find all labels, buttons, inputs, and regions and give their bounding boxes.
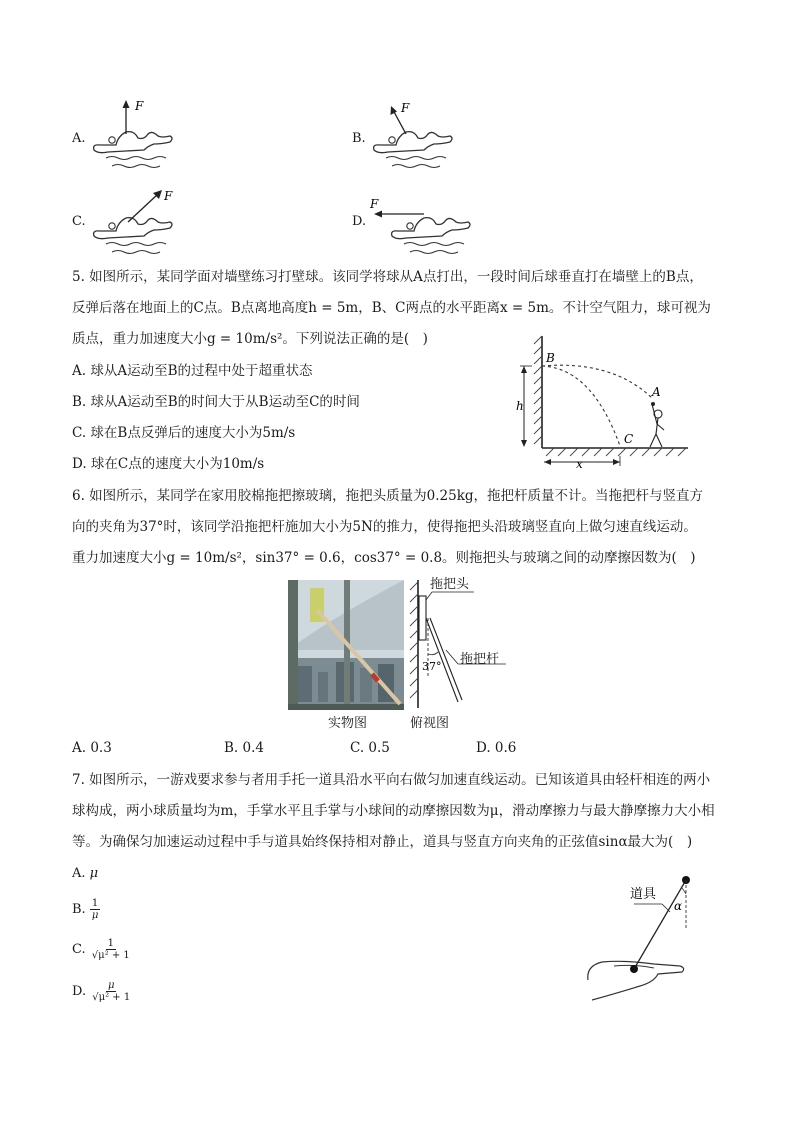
label-x: x [576,457,583,470]
option-letter: D. [352,214,367,229]
force-label: F [401,101,410,115]
option-letter: D. [72,984,87,999]
fraction-numerator: 1 [91,898,99,909]
mop-photo [288,580,404,710]
trajectory-a-to-b [542,365,652,398]
trajectory-b-to-c [542,366,620,446]
label-prop: 道具 [630,887,657,902]
q5-stem-line1: 5. 如图所示，某同学面对墙壁练习打壁球。该同学将球从A点打出，一段时间后球垂直打在墙壁上的B点， [72,269,703,285]
option-letter: B. [72,902,86,917]
fraction-denominator: √μ² + 1 [91,950,130,961]
q6-option-b[interactable]: B. 0.4 [224,740,264,756]
crocodile-figure-b [368,98,464,174]
crocodile-figure-d [366,184,476,260]
q7-option-b[interactable] [72,898,100,921]
force-label: F [164,189,173,203]
force-label: F [135,99,144,113]
option-value: μ [89,866,99,881]
q7-hand-prop-diagram [584,870,704,1006]
q7-stem-line1: 7. 如图所示，一游戏要求参与者用手托一道具沿水平向右做匀加速直线运动。已知该道具由轻杆相连的两小 [72,772,711,788]
option-letter: A. [72,866,86,881]
force-arrow [128,194,158,222]
mop-top-view-diagram [400,574,520,714]
label-mop-head: 拖把头 [430,577,470,592]
person-icon [650,404,664,447]
crocodile-figure-c [88,184,184,260]
crocodile-figure-a [88,98,178,174]
label-a: A [652,385,661,399]
q6-stem-line2: 向的夹角为37°时，该同学沿拖把杆施加大小为5N的推力，使得拖把头沿玻璃竖直向上做匀速直线运动。 [72,519,697,535]
q6-stem-line1: 6. 如图所示，某同学在家用胶棉拖把擦玻璃，拖把头质量为0.25kg，拖把杆质量不计。当拖把杆与竖直方 [72,488,704,504]
option-letter: A. [72,131,86,146]
label-h: h [516,399,524,413]
fraction-denominator: μ [91,910,99,921]
option-letter: C. [72,942,86,957]
q5-stem-line2: 反弹后落在地面上的C点。B点离地高度h = 5m，B、C两点的水平距离x = 5m。不计空气阻力，球可视为 [72,300,711,316]
angle-label: 37° [422,660,442,673]
label-mop-rod: 拖把杆 [460,652,500,667]
angle-alpha: α [674,899,683,913]
force-label: F [370,197,379,211]
q6-option-d[interactable]: D. 0.6 [476,740,517,756]
q6-option-a[interactable]: A. 0.3 [72,740,112,756]
label-b: B [546,351,555,365]
q6-option-c[interactable]: C. 0.5 [350,740,390,756]
ball-bottom [630,965,638,973]
q5-stem-line3: 质点，重力加速度大小g = 10m/s²。下列说法正确的是( ) [72,331,428,347]
fraction-denominator: √μ² + 1 [92,992,131,1003]
mop-head [419,596,426,640]
fraction-numerator: 1 [107,938,114,949]
q7-stem-line3: 等。为确保匀加速运动过程中手与道具始终保持相对静止，道具与竖直方向夹角的正弦值sinα最大为( ) [72,834,693,850]
photo-caption: 实物图 [328,716,368,731]
q5-option-a[interactable]: A. 球从A运动至B的过程中处于超重状态 [72,363,313,379]
q7-stem-line2: 球构成，两小球质量均为m，手掌水平且手掌与小球间的动摩擦因数为μ，滑动摩擦力与最大静摩擦力大小相 [72,803,715,819]
label-c: C [624,432,634,446]
fraction-numerator: μ [107,980,115,991]
option-letter: B. [352,131,366,146]
q5-option-b[interactable]: B. 球从A运动至B的时间大于从B运动至C的时间 [72,394,360,410]
q7-option-c[interactable] [72,938,132,961]
q7-option-d[interactable] [72,980,132,1003]
q7-option-a[interactable] [72,866,98,881]
q5-wall-ball-diagram [512,330,692,470]
q5-option-c[interactable]: C. 球在B点反弹后的速度大小为5m/s [72,425,296,441]
q5-option-d[interactable]: D. 球在C点的速度大小为10m/s [72,456,265,472]
q6-stem-line3: 重力加速度大小g = 10m/s²，sin37° = 0.6，cos37° = 0.8。则拖把头与玻璃之间的动摩擦因数为( ) [72,550,696,566]
option-letter: C. [72,214,86,229]
view-caption: 俯视图 [410,716,450,731]
